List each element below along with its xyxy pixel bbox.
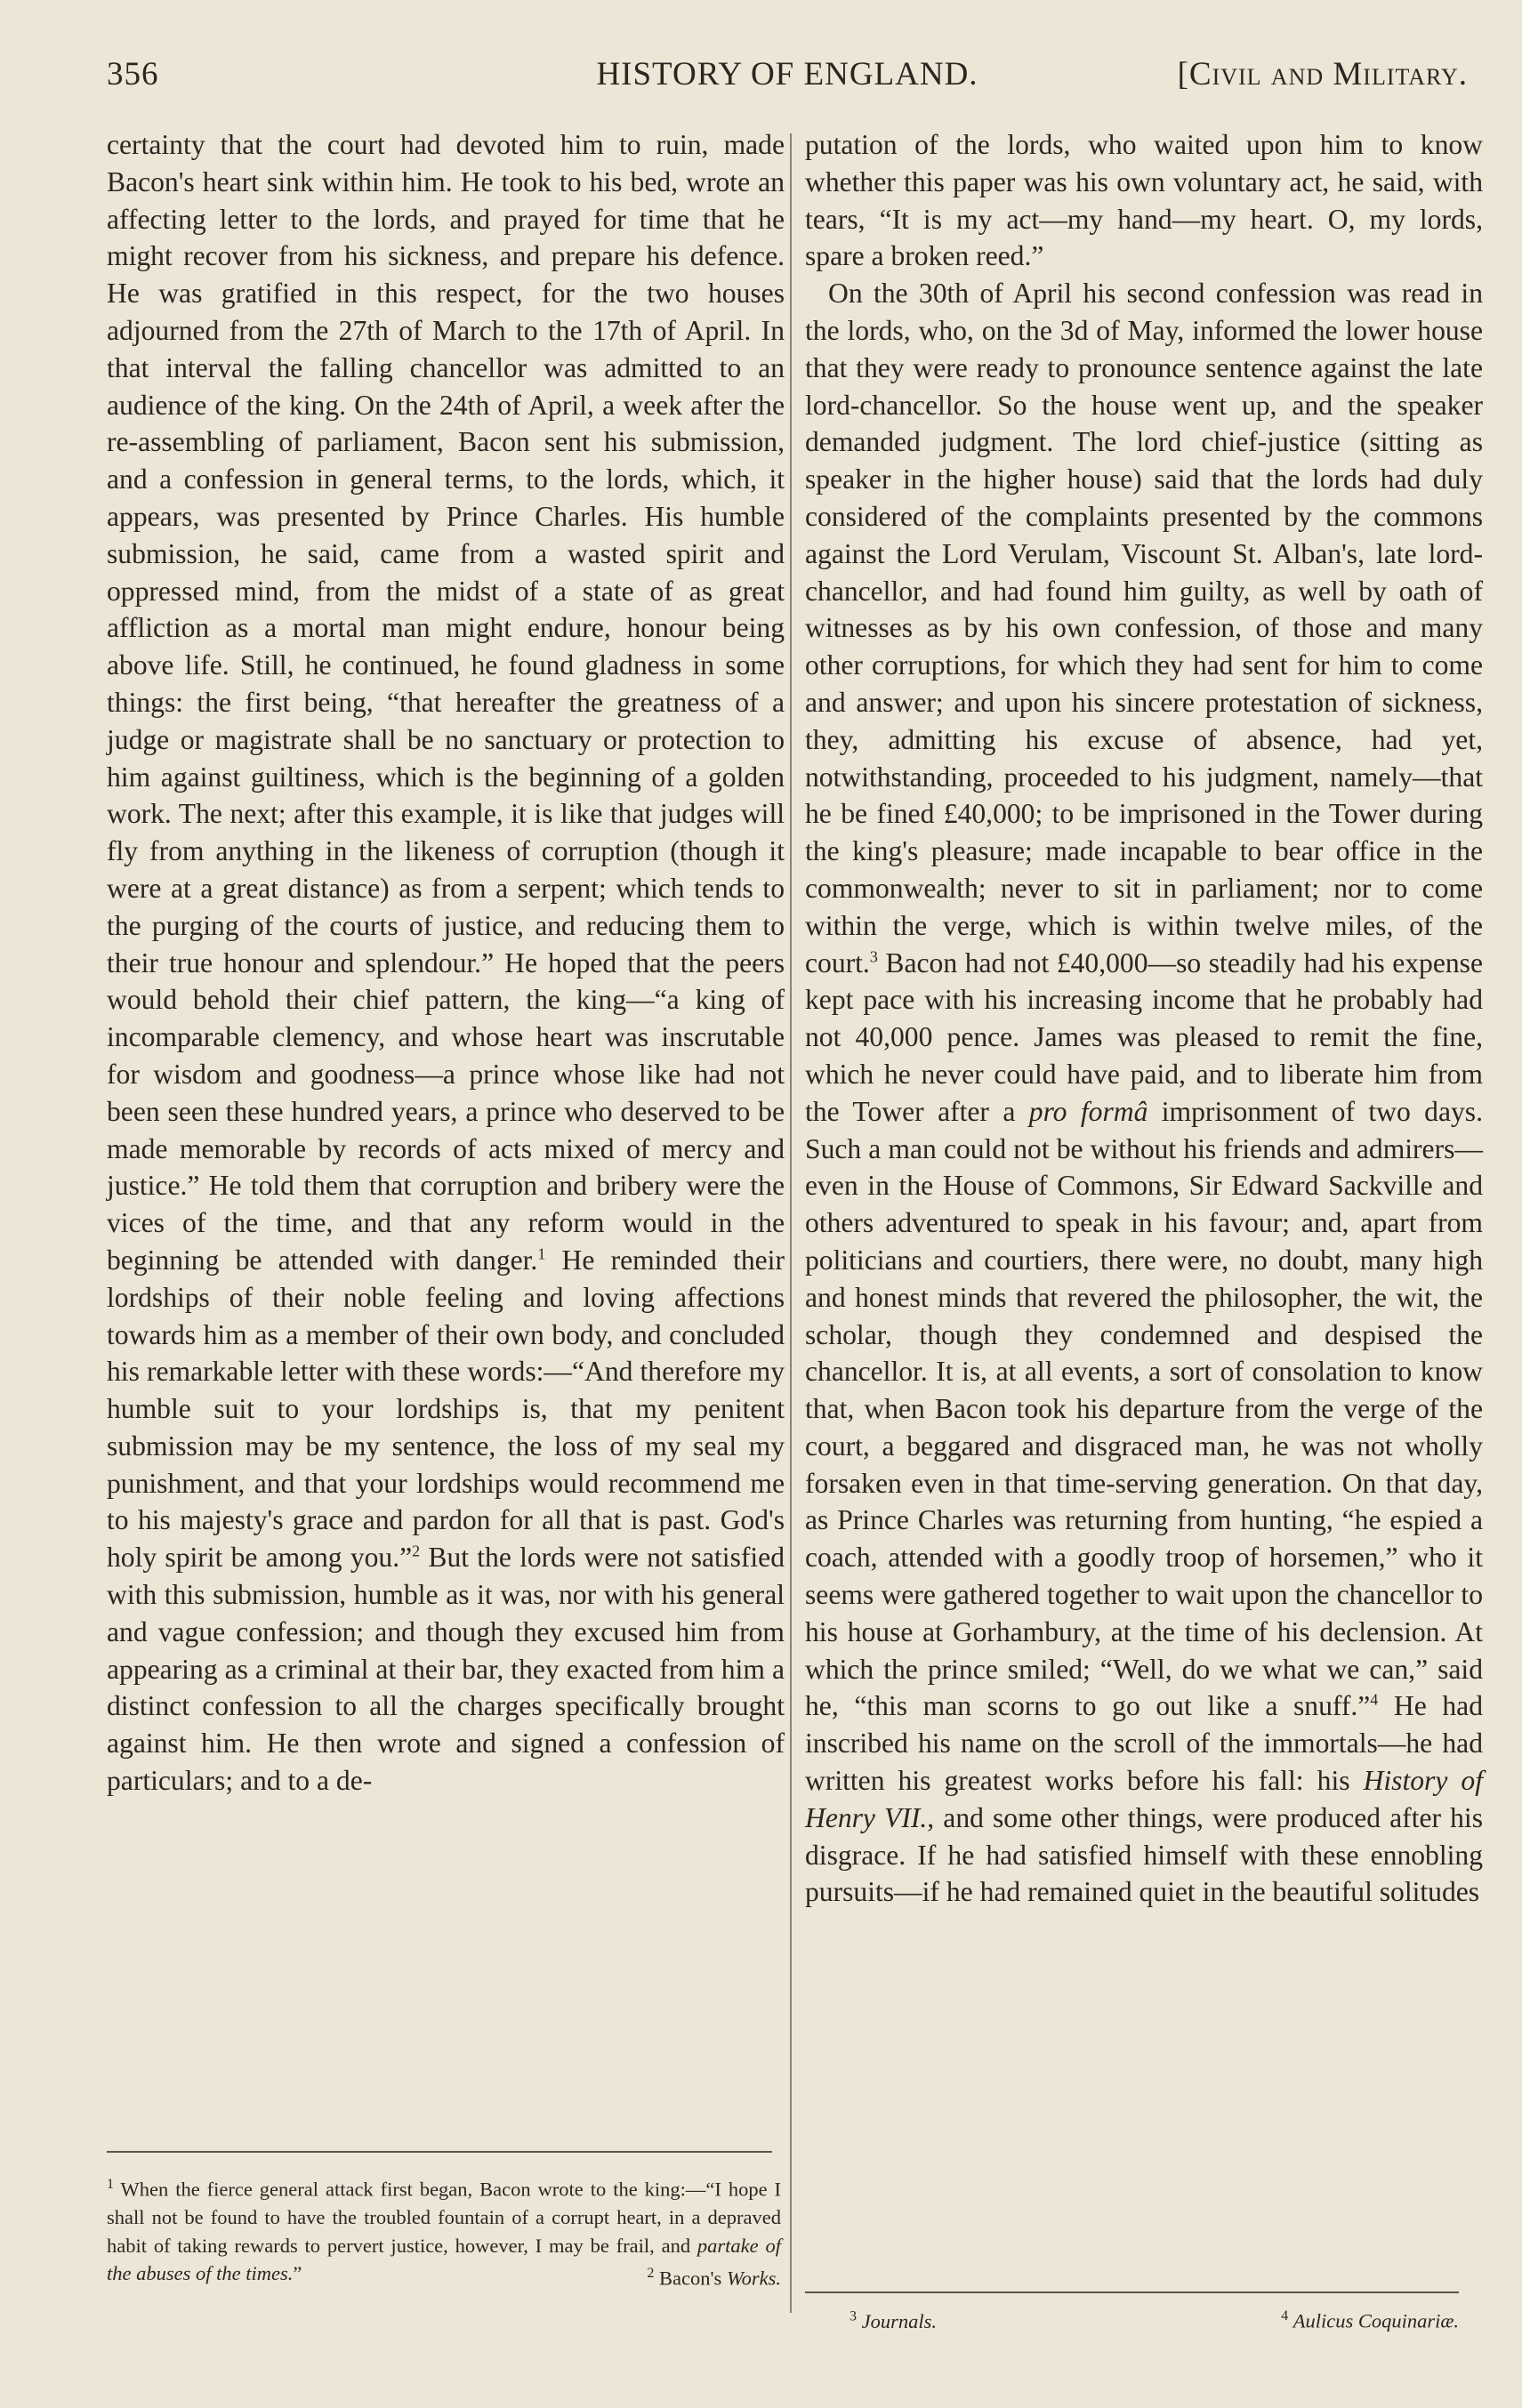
footnote-ref-3: 3 <box>869 947 878 965</box>
page-number: 356 <box>107 56 159 93</box>
footnote-3: $^3$ Journals. <box>850 2308 937 2332</box>
left-paragraph: certainty that the court had devoted him to ruin, made Bacon's heart sink within him. He took to his bed, wrote an affecting letter to the lords, and prayed for time that he might recover from his sickness, and prepare his defence. He was gratified in this respect, for the two houses adjourned from the 27th of March to the 17th of April. In that interval the falling chancellor was admitted to an audience of the king. On the 24th of April, a week after the re-assembling of parliament, Bacon sent his submission, and a confession in general terms, to the lords, which, it appears, was presented by Prince Charles. His humble submission, he said, came from a wasted spirit and oppressed mind, from the midst of a state of as great affliction as a mortal man might endure, honour being above life. Still, he continued, he found gladness in some things: the first being, “that hereafter the greatness of a judge or magistrate shall be no sanctuary or protection to him against guiltiness, which is the beginning of a golden work. The next; after this example, it is like that judges will fly from anything in the likeness of corruption (though it were at a great distance) as from a serpent; which tends to the purging of the courts of justice, and reducing them to their true honour and splendour.” He hoped that the peers would behold their chief pattern, the king—“a king of incomparable clemency, and whose heart was inscrutable for wisdom and goodness—a prince whose like had not been seen these hundred years, a prince who deserved to be made memorable by records of acts mixed of mercy and justice.” He told them that corruption and bribery were the vices of the time, and that any reform would in the beginning be attended with danger.$^1$ He reminded their lordships of their noble feeling and loving affections towards him as a member of their own body, and concluded his remarkable letter with these words:—“And therefore my humble suit to your lordships is, that my penitent submission may be my sentence, the loss of my seal my punishment, and that your lordships would recommend me to his majesty's grace and pardon for all that is past. God's holy spirit be among you.”$^2$ But the lords were not satisfied with this submission, humble as it was, nor with his general and vague confession; and though they excused him from appearing as a criminal at their bar, they exacted from him a distinct confession to all the charges specifically brought against him. He then wrote and signed a confession of particulars; and to a de- <box>107 129 785 1797</box>
footnote-ref-2: 2 <box>412 1542 421 1560</box>
running-header <box>107 55 1468 109</box>
right-column <box>805 126 1483 1911</box>
running-title: HISTORY OF ENGLAND. <box>596 56 978 93</box>
footnotes-left: $^1$ When the fierce general attack first began, Bacon wrote to the king:—“I hope I shall not be found to have the troubled fountain of a corrupt heart, in a depraved habit of taking rewards to pervert justice, however, I may be frail, and partake of the abuses of the times.” $^2$ Bacon's Works. <box>107 2170 781 2292</box>
footnote-ref-1: 1 <box>537 1244 546 1263</box>
footnote-rule-right <box>805 2291 1459 2293</box>
footnote-rule-left <box>107 2151 772 2153</box>
right-paragraph-1: putation of the lords, who waited upon him to know whether this paper was his own voluntary act, he said, with tears, “It is my act—my hand—my heart. O, my lords, spare a broken reed.” <box>805 129 1483 272</box>
footnote-ref-4: 4 <box>1370 1690 1379 1709</box>
footnote-mark-1: 1 <box>107 2177 114 2192</box>
section-label: [Civil and Military. <box>1177 56 1468 93</box>
footnotes-right <box>850 2302 1459 2335</box>
left-column <box>107 126 785 1800</box>
column-divider <box>790 133 792 2313</box>
right-paragraph-2: On the 30th of April his second confession was read in the lords, who, on the 3d of May, informed the lower house that they were ready to pronounce sentence against the late lord-chancellor. So the house went up, and the speaker demanded judgment. The lord chief-justice (sitting as speaker in the higher house) said that the lords had duly considered of the complaints presented by the commons against the Lord Verulam, Viscount St. Alban's, late lord-chancellor, and had found him guilty, as well by oath of witnesses as by his own confession, of those and many other corruptions, for which they had sent for him to come and answer; and upon his sincere protestation of sickness, they, admitting his excuse of absence, had yet, notwithstanding, proceeded to his judgment, namely—that he be fined £40,000; to be imprisoned in the Tower during the king's pleasure; made incapable to bear office in the commonwealth; never to sit in parliament; nor to come within the verge, which is within twelve miles, of the court.$^3$ Bacon had not £40,000—so steadily had his expense kept pace with his increasing income that he probably had not 40,000 pence. James was pleased to remit the fine, which he never could have paid, and to liberate him from the Tower after a pro formâ imprisonment of two days. Such a man could not be without his friends and admirers—even in the House of Commons, Sir Edward Sackville and others adventured to speak in his favour; and, apart from politicians and courtiers, there were, no doubt, many high and honest minds that revered the philosopher, the wit, the scholar, though they condemned and despised the chancellor. It is, at all events, a sort of consolation to know that, when Bacon took his departure from the verge of the court, a beggared and disgraced man, he was not wholly forsaken even in that time-serving generation. On that day, as Prince Charles was returning from hunting, “he espied a coach, attended with a goodly troop of horsemen,” who it seems were gathered together to wait upon the chancellor to his house at Gorhambury, at the time of his declension. At which the prince smiled; “Well, do we what we can,” said he, “this man scorns to go out like a snuff.”$^4$ He had inscribed his name on the scroll of the immortals—he had written his greatest works before his fall: his History of Henry VII., and some other things, were produced after his disgrace. If he had satisfied himself with these ennobling pursuits—if he had remained quiet in the beautiful solitudes <box>805 278 1483 1908</box>
footnote-4: $^4$ Aulicus Coquinariæ. <box>1281 2308 1459 2332</box>
footnote-2: $^2$ Bacon's Works. <box>647 2266 781 2290</box>
